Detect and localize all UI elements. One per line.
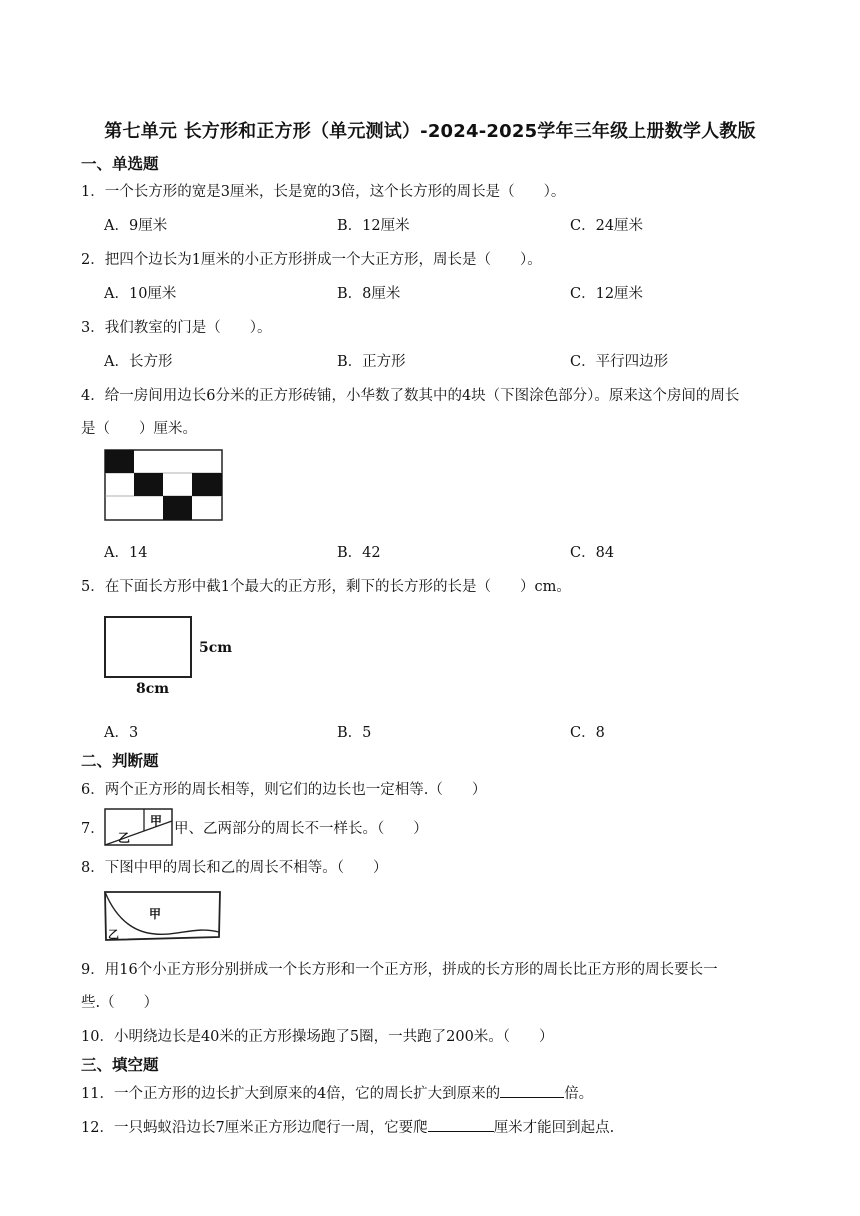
section-heading-single-choice: 一、单选题 [81, 155, 159, 173]
question-7-prefix: 7． [81, 821, 105, 837]
question-11-text-after: 倍。 [564, 1086, 594, 1102]
question-1-option-a[interactable]: A．9厘米 [104, 218, 168, 234]
question-7-text: 甲、乙两部分的周长不一样长。（ ） [174, 821, 428, 837]
question-4-option-b[interactable]: B．42 [337, 545, 381, 561]
question-1-text: 1．一个长方形的宽是3厘米，长是宽的3倍，这个长方形的周长是（ ）。 [81, 184, 566, 200]
question-7-figure [104, 807, 174, 847]
rectangle-figure [103, 614, 193, 680]
shaded-tile-3 [163, 496, 192, 520]
section-heading-fill-in: 三、填空题 [81, 1056, 159, 1074]
shaded-tile-1 [105, 450, 134, 473]
question-8-text: 8．下图中甲的周长和乙的周长不相等。（ ） [81, 860, 388, 876]
question-5-option-b[interactable]: B．5 [337, 725, 372, 741]
question-3-text: 3．我们教室的门是（ ）。 [81, 320, 272, 336]
question-11 [81, 1082, 593, 1103]
question-4-text-line1: 4．给一房间用边长6分米的正方形砖铺，小华数了数其中的4块（下图涂色部分）。原来这个房间的周长 [81, 388, 740, 404]
section-heading-true-false: 二、判断题 [81, 752, 159, 770]
question-1-option-c[interactable]: C．24厘米 [570, 218, 644, 234]
rectangle-side-label: 5cm [199, 640, 233, 656]
question-1-option-b[interactable]: B．12厘米 [337, 218, 410, 234]
question-8-figure [103, 888, 223, 944]
shaded-tile-2 [134, 473, 163, 496]
question-5-option-a[interactable]: A．3 [104, 725, 139, 741]
figure-label-jia: 甲 [150, 814, 163, 828]
question-5-text: 5．在下面长方形中截1个最大的正方形，剩下的长方形的长是（ ）cm。 [81, 579, 571, 595]
question-12-text-before: 12．一只蚂蚁沿边长7厘米正方形边爬行一周，它要爬 [81, 1120, 428, 1136]
question-6-text: 6．两个正方形的周长相等，则它们的边长也一定相等.（ ） [81, 782, 487, 798]
question-3-option-c[interactable]: C．平行四边形 [570, 354, 669, 370]
question-10-text: 10．小明绕边长是40米的正方形操场跑了5圈，一共跑了200米。（ ） [81, 1029, 554, 1045]
figure-label-yi: 乙 [118, 831, 131, 845]
question-11-text-before: 11．一个正方形的边长扩大到原来的4倍，它的周长扩大到原来的 [81, 1086, 501, 1102]
shaded-tile-4 [192, 473, 222, 496]
figure-label-jia: 甲 [149, 907, 162, 921]
question-3-option-a[interactable]: A．长方形 [104, 354, 173, 370]
question-2-option-c[interactable]: C．12厘米 [570, 286, 644, 302]
question-3-option-b[interactable]: B．正方形 [337, 354, 406, 370]
question-9-text-line1: 9．用16个小正方形分别拼成一个长方形和一个正方形，拼成的长方形的周长比正方形的周长要长一 [81, 962, 718, 978]
question-2-text: 2．把四个边长为1厘米的小正方形拼成一个大正方形，周长是（ ）。 [81, 252, 542, 268]
question-2-option-b[interactable]: B．8厘米 [337, 286, 401, 302]
question-9-text-line2: 些.（ ） [81, 995, 159, 1011]
question-2-option-a[interactable]: A．10厘米 [104, 286, 177, 302]
tile-grid-figure [104, 448, 224, 522]
question-5-option-c[interactable]: C．8 [570, 725, 605, 741]
question-12-answer-blank[interactable] [428, 1117, 494, 1132]
question-12-text-after: 厘米才能回到起点. [493, 1120, 615, 1136]
rectangle-bottom-label: 8cm [136, 681, 170, 697]
question-4-text-line2: 是（ ）厘米。 [81, 421, 197, 437]
question-11-answer-blank[interactable] [500, 1083, 564, 1098]
question-12 [81, 1116, 614, 1137]
figure-label-yi: 乙 [108, 928, 119, 941]
question-4-option-a[interactable]: A．14 [104, 545, 148, 561]
page-title: 第七单元 长方形和正方形（单元测试）-2024-2025学年三年级上册数学人教版 [104, 121, 756, 142]
question-4-option-c[interactable]: C．84 [570, 545, 615, 561]
